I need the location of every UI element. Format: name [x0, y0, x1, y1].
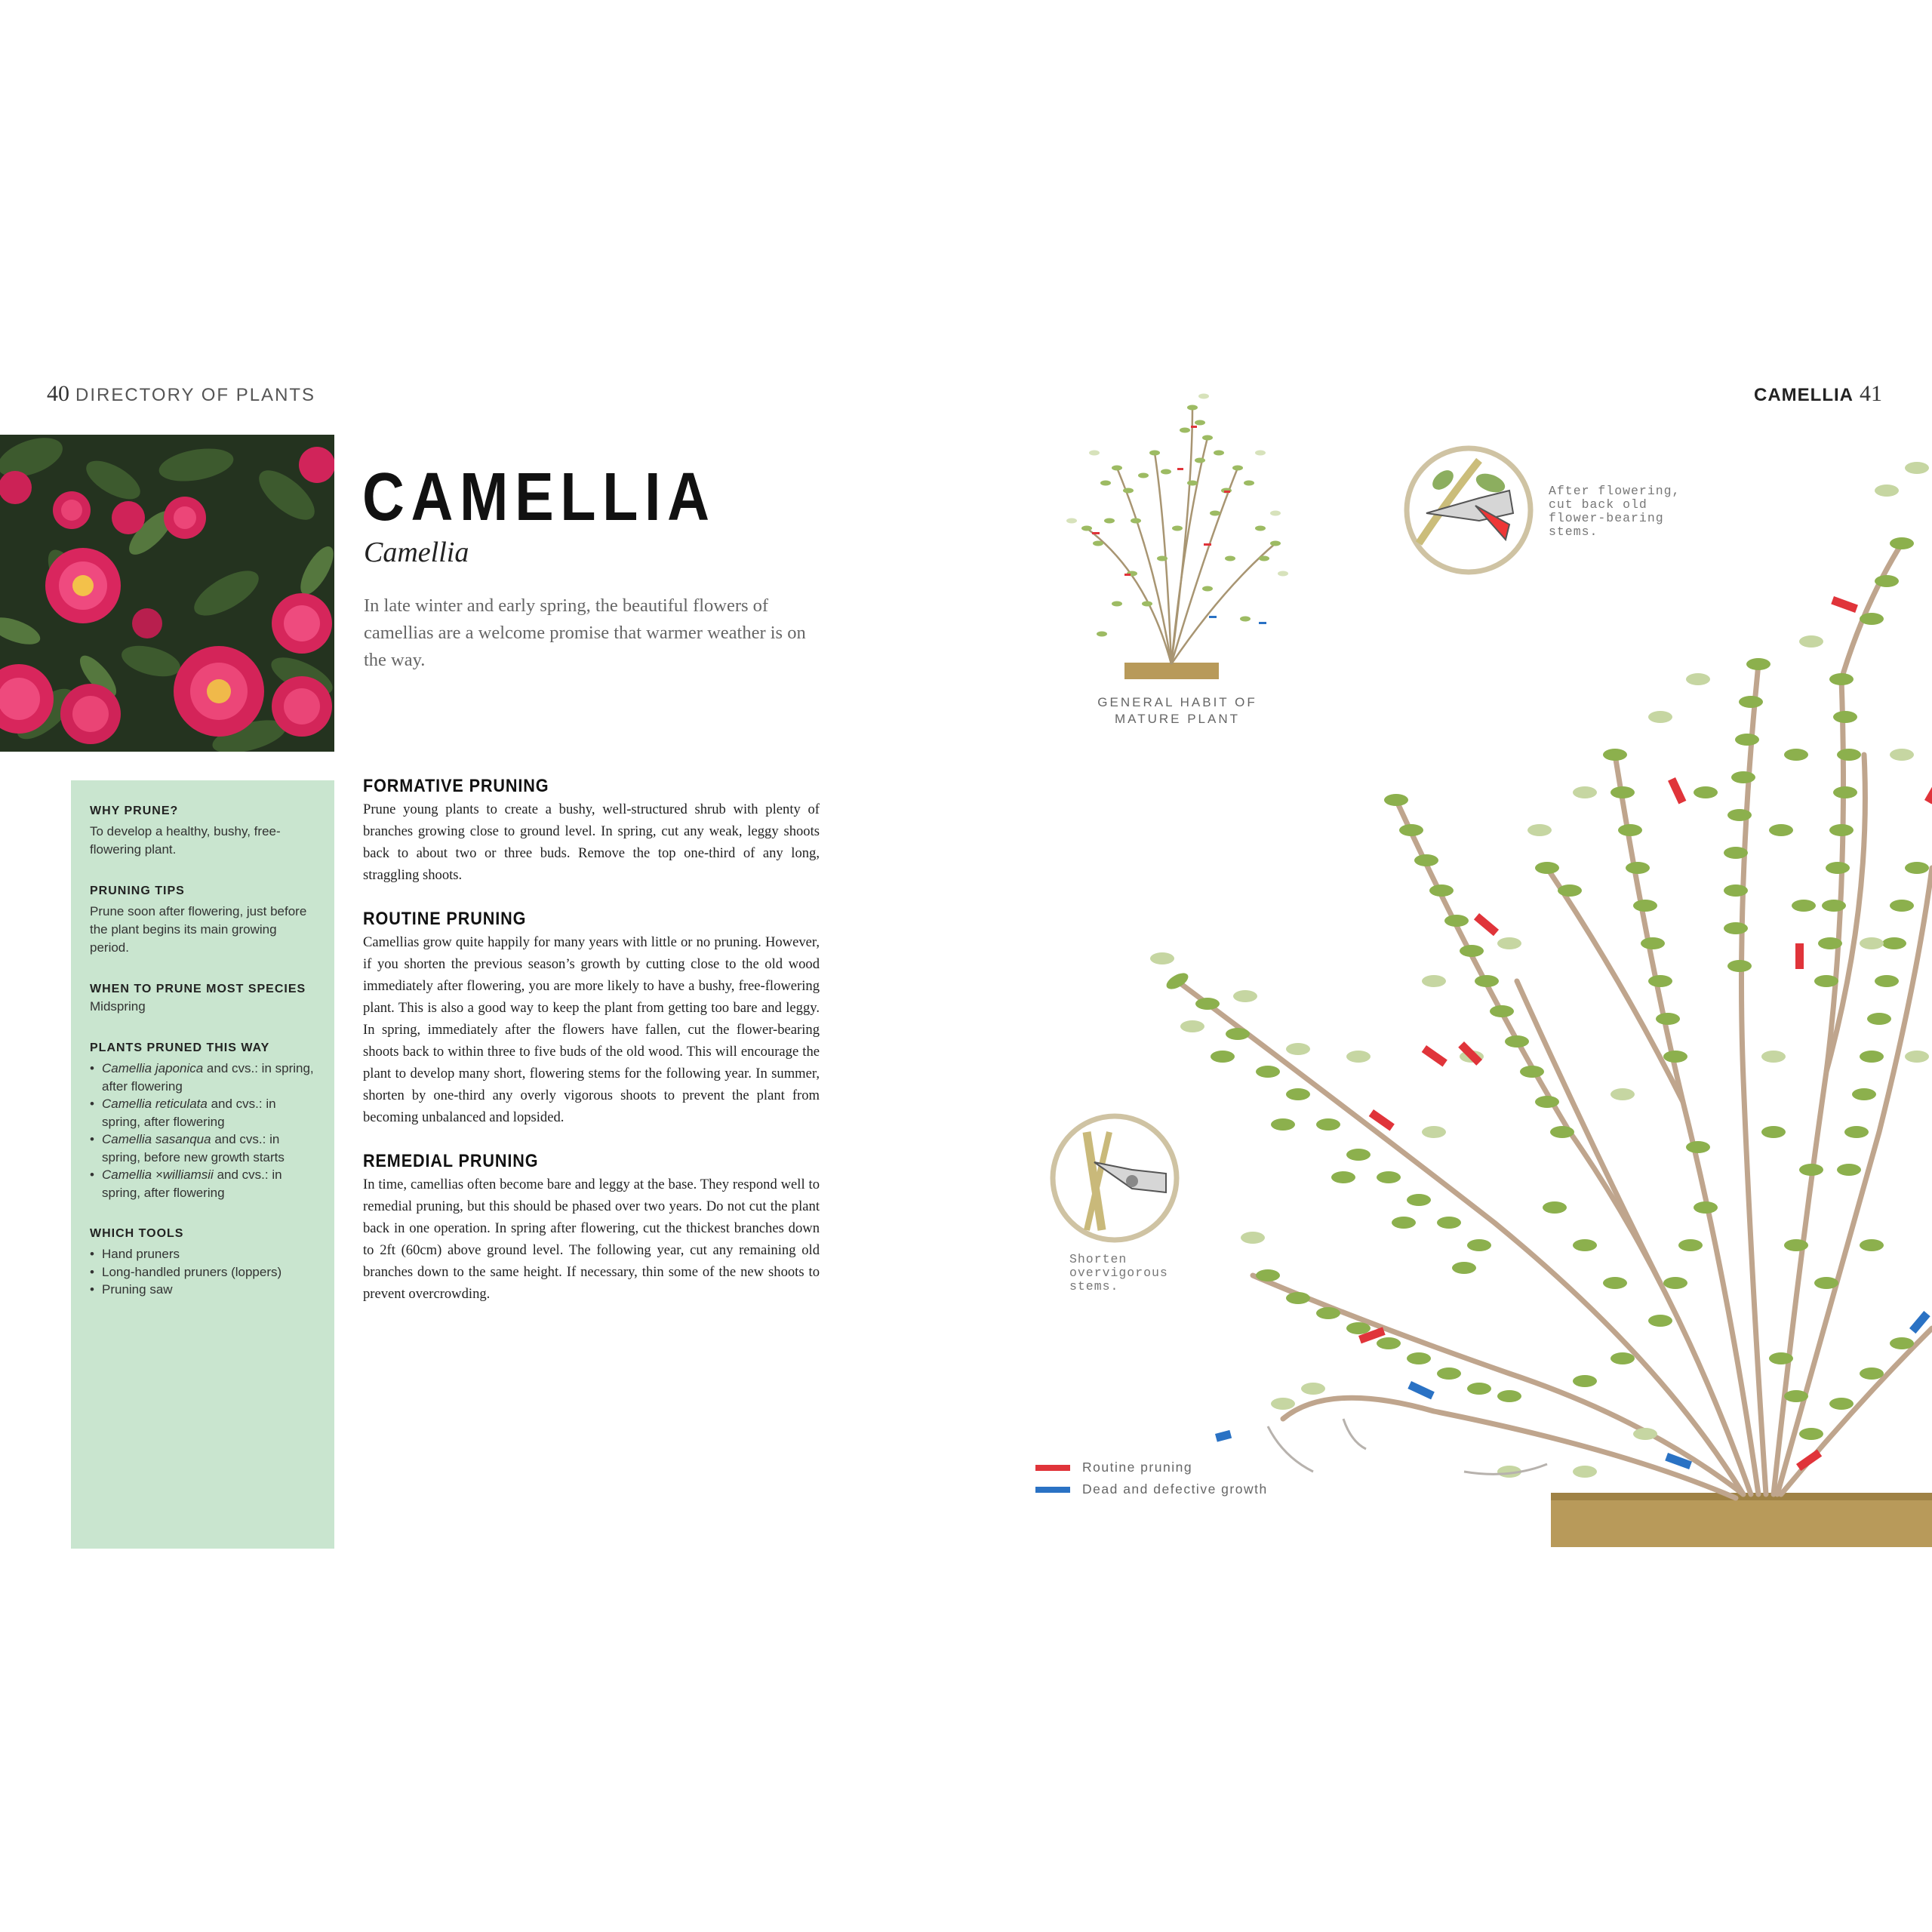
pruning-tips-heading: PRUNING TIPS	[90, 884, 185, 897]
when-to-prune-text: Midspring	[90, 999, 146, 1014]
small-plant-caption: GENERAL HABIT OF MATURE PLANT	[1097, 695, 1257, 726]
page-number-left: 40	[47, 381, 69, 406]
small-plant-illustration	[1066, 394, 1288, 680]
callout-left-text: Shorten overvigorous stems.	[1069, 1252, 1168, 1294]
latin-name: Camellia	[364, 537, 469, 568]
loppers-callout-top	[1407, 448, 1531, 572]
legend-label-dead: Dead and defective growth	[1082, 1481, 1268, 1497]
list-item: • Pruning saw	[90, 1281, 316, 1299]
blue-swatch	[1035, 1487, 1070, 1493]
list-item: • Camellia sasanqua and cvs.: in spring, before new growth starts	[90, 1131, 316, 1166]
remedial-text: In time, camellias often become bare and leggy at the base. They respond well to remedial pruning, but this should be phased over two years. Do not cut the plant back in one operation. In spring after flowering, cut the thickest branches down to 2ft (60cm) above ground level. The following year, cut any remaining old branches down to the same height. If necessary, thin some of the new shoots to prevent overcrowding.	[363, 1177, 820, 1302]
callout-top-text: After flowering, cut back old flower-bearing stems.	[1549, 484, 1681, 539]
routine-text: Camellias grow quite happily for many years with little or no pruning. However, if you shorten the previous season’s growth by cutting close to the old wood immediately after flowering, you are more likely to have a bushy, free-flowering plant. This is also a good way to keep the plant from getting too bare and leggy. In spring, immediately after the flowers have fallen, cut the flower-bearing shoots back to within three to five buds of the old wood. This will encourage the plant to develop many short, flowering stems for the following year. In summer, shorten by one-third any overly vigorous shoots to prevent the plant from becoming unbalanced and lopsided.	[363, 934, 820, 1125]
formative-text: Prune young plants to create a bushy, well-structured shrub with plenty of branches growing close to ground level. In spring, cut any weak, leggy shoots back to about two or three buds. Remove the top one-third of any long, straggling shoots.	[363, 801, 820, 883]
section-name-right: CAMELLIA	[1754, 385, 1854, 405]
list-item: • Camellia japonica and cvs.: in spring, after flowering	[90, 1060, 316, 1095]
large-shrub-illustration	[1150, 462, 1932, 1547]
legend-item-dead	[1035, 1478, 1268, 1500]
legend-label-routine: Routine pruning	[1082, 1460, 1193, 1475]
plants-pruned-heading: PLANTS PRUNED THIS WAY	[90, 1041, 270, 1054]
why-prune-text: To develop a healthy, bushy, free-flowering plant.	[90, 824, 281, 857]
why-prune-heading: WHY PRUNE?	[90, 804, 179, 817]
page-title: CAMELLIA	[362, 460, 716, 535]
list-item: • Camellia reticulata and cvs.: in spring, after flowering	[90, 1095, 316, 1131]
formative-heading: FORMATIVE PRUNING	[363, 776, 549, 796]
remedial-heading: REMEDIAL PRUNING	[363, 1151, 539, 1171]
page-number-right: 41	[1860, 381, 1882, 406]
list-item: • Hand pruners	[90, 1245, 316, 1263]
pruning-tips-text: Prune soon after flowering, just before the plant begins its main growing period.	[90, 904, 307, 955]
legend-item-routine	[1035, 1457, 1268, 1478]
routine-heading: ROUTINE PRUNING	[363, 909, 527, 929]
intro-text: In late winter and early spring, the beautiful flowers of camellias are a welcome promise that warmer weather is on the way.	[364, 595, 806, 670]
legend	[1035, 1457, 1268, 1500]
which-tools-heading: WHICH TOOLS	[90, 1227, 184, 1240]
list-item: • Long-handled pruners (loppers)	[90, 1263, 316, 1281]
section-name-left: DIRECTORY OF PLANTS	[75, 385, 316, 405]
pruners-callout-left	[1053, 1116, 1177, 1240]
list-item: • Camellia ×williamsii and cvs.: in spring, after flowering	[90, 1166, 316, 1201]
when-to-prune-heading: WHEN TO PRUNE MOST SPECIES	[90, 983, 306, 995]
red-swatch	[1035, 1465, 1070, 1471]
